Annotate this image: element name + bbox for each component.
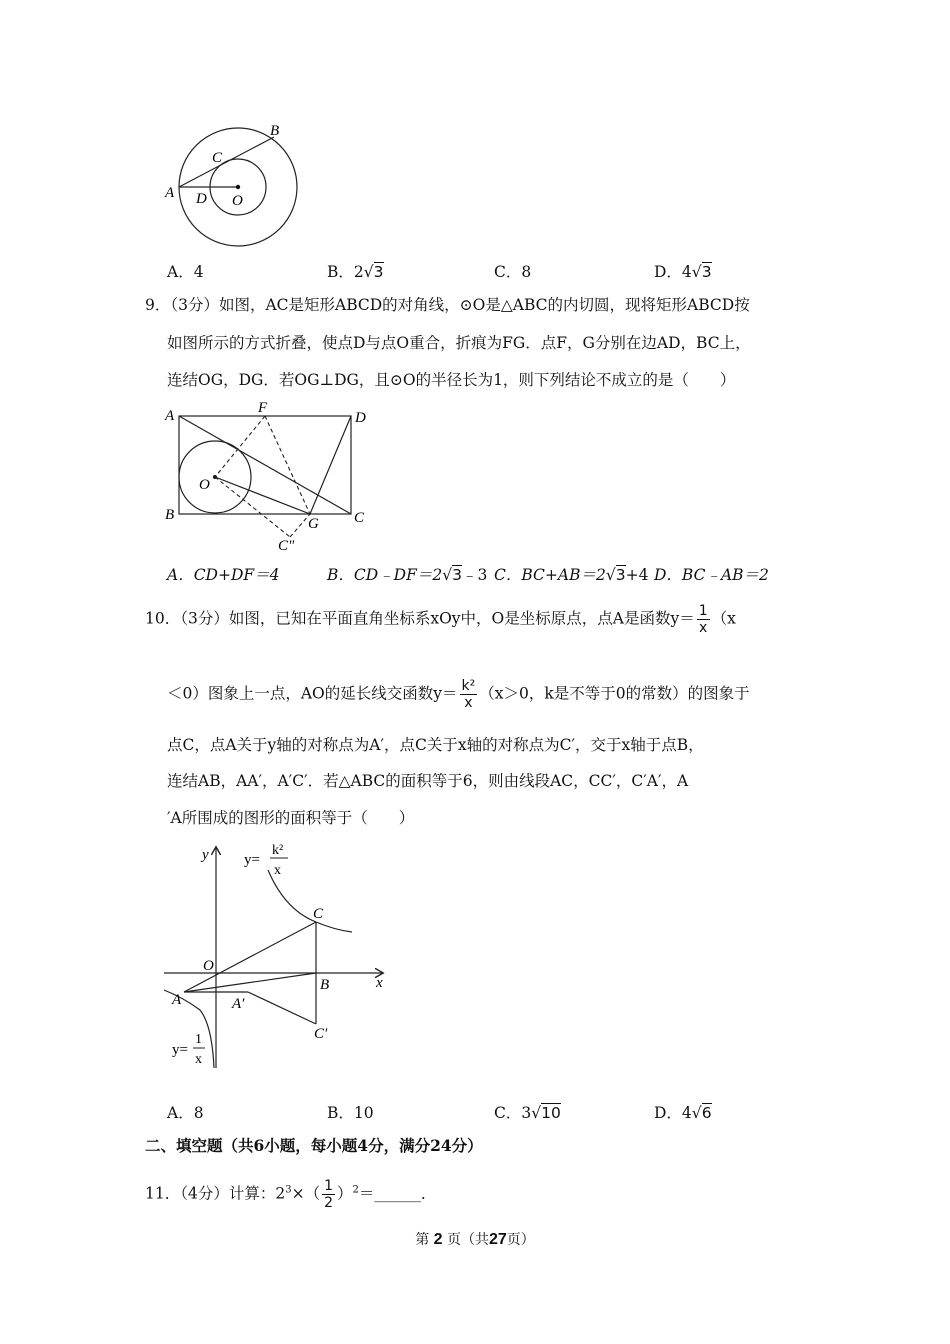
q10-line-4: 连结AB，AA′，A′C′．若△ABC的面积等于6，则由线段AC，CC′，C′A′，A <box>167 772 689 790</box>
q10-line-5: ′A所围成的图形的面积等于（ ） <box>167 809 415 827</box>
label-a: A <box>165 185 175 201</box>
segment-a2c2 <box>248 992 316 1024</box>
fraction-one-half <box>322 1178 335 1211</box>
label-a-prime: A′ <box>232 996 245 1012</box>
label-y: y <box>202 847 209 863</box>
numerator: 1 <box>324 1178 333 1194</box>
fold-oc2 <box>215 477 290 537</box>
option-suffix: +4 <box>625 566 649 584</box>
q9-option-a[interactable] <box>167 563 280 585</box>
q9-line-2: 如图所示的方式折叠，使点D与点O重合，折痕为FG．点F，G分别在边AD，BC上， <box>167 334 751 352</box>
q8-option-d[interactable] <box>654 260 712 282</box>
label-c-prime: C′ <box>314 1026 328 1042</box>
sqrt-sign: √ <box>605 566 616 584</box>
fold-c2g <box>290 514 310 537</box>
formula-1x-lhs: y= <box>172 1042 188 1058</box>
label-c-double-prime: C" <box>278 538 295 554</box>
sqrt-sign: √ <box>363 263 374 281</box>
option-text: C．BC+AB＝2 <box>494 566 606 584</box>
option-text: C．8 <box>494 263 532 281</box>
option-text: D．4 <box>654 1104 692 1122</box>
q10-text: ＜0）图象上一点，AO的延长线交函数y＝ <box>167 684 458 703</box>
footer-mid: 页（共 <box>447 1232 489 1248</box>
q10-text: （x <box>711 609 736 628</box>
radicand: 3 <box>373 263 384 281</box>
option-text: A．CD+DF＝4 <box>167 566 280 584</box>
q10-option-d[interactable] <box>654 1101 712 1123</box>
q11-prefix: 11．（4分）计算：2 <box>145 1184 286 1203</box>
q10-text: （x＞0，k是不等于0的常数）的图象于 <box>479 684 750 703</box>
denominator: x <box>699 620 708 636</box>
option-suffix: ﹣3 <box>462 566 488 584</box>
footer-post: 页） <box>506 1232 535 1248</box>
option-text: B．10 <box>327 1104 374 1122</box>
radicand: 10 <box>541 1104 561 1122</box>
q10-option-c[interactable] <box>494 1101 561 1123</box>
q10-line-3: 点C，点A关于y轴的对称点为A′，点C关于x轴的对称点为C′，交于x轴于点B， <box>167 736 704 754</box>
label-x: x <box>376 975 383 991</box>
formula-k2-den: x <box>274 863 281 878</box>
sqrt-sign: √ <box>531 1104 542 1122</box>
label-o: O <box>232 193 243 209</box>
label-c: C <box>313 906 324 922</box>
label-b: B <box>270 123 280 139</box>
segment-ab <box>184 973 316 992</box>
label-d: D <box>355 410 366 426</box>
q11-after: ） <box>337 1184 353 1203</box>
footer-pre: 第 <box>415 1232 430 1248</box>
radicand: 3 <box>615 566 626 584</box>
fraction-k2-over-x <box>460 678 478 711</box>
label-b: B <box>320 977 330 993</box>
q10-option-b[interactable] <box>327 1101 374 1123</box>
label-o: O <box>199 477 210 493</box>
figure-q10-graph <box>160 840 400 1080</box>
radicand: 6 <box>701 1104 712 1122</box>
segment-ac <box>184 922 316 992</box>
label-b: B <box>165 507 175 523</box>
numerator: k² <box>461 678 476 694</box>
radicand: 3 <box>452 566 462 584</box>
label-d: D <box>196 191 207 207</box>
formula-k2-num: k² <box>272 843 284 858</box>
q9-option-b[interactable] <box>327 563 487 585</box>
sqrt-sign: √ <box>691 263 702 281</box>
chord-ab <box>179 137 274 187</box>
diagonal-ac <box>179 416 351 514</box>
label-g: G <box>308 516 319 532</box>
q11-exponent: 3 <box>285 1184 292 1196</box>
radicand: 3 <box>701 263 712 281</box>
q10-text: 10．（3分）如图，已知在平面直角坐标系xOy中，O是坐标原点，点A是函数y＝ <box>145 609 695 628</box>
formula-1x-num: 1 <box>195 1032 202 1047</box>
q9-option-c[interactable] <box>494 563 648 585</box>
q8-option-c[interactable] <box>494 260 531 282</box>
curve-k2-over-x <box>268 870 352 932</box>
sqrt-sign: √ <box>691 1104 702 1122</box>
q11-mid: ×（ <box>291 1184 321 1203</box>
q10-line-2 <box>167 678 750 711</box>
option-text: A．4 <box>167 263 204 281</box>
label-f: F <box>258 400 268 416</box>
q11-line <box>145 1178 436 1211</box>
label-c: C <box>354 510 365 526</box>
formula-1x-den: x <box>195 1052 202 1067</box>
q10-option-a[interactable] <box>167 1101 204 1123</box>
figure-q9-rectangle <box>160 398 380 558</box>
option-text: B．CD﹣DF＝2 <box>327 566 443 584</box>
label-a: A <box>172 992 182 1008</box>
label-a: A <box>165 408 175 424</box>
segment-dg <box>310 416 351 514</box>
page-footer <box>0 1229 950 1249</box>
formula-k2-lhs: y= <box>244 852 260 868</box>
option-text: D．4 <box>654 263 692 281</box>
section-heading-fill-in: 二、填空题（共6小题，每小题4分，满分24分） <box>145 1136 483 1155</box>
sqrt-sign: √ <box>442 566 453 584</box>
footer-total-pages: 27 <box>489 1231 507 1248</box>
option-text: A．8 <box>167 1104 204 1122</box>
q11-answer-blank[interactable]: ＝______． <box>358 1184 437 1203</box>
option-text: C．3 <box>494 1104 532 1122</box>
fold-fo <box>215 416 265 477</box>
q9-option-d[interactable] <box>654 563 769 585</box>
denominator: x <box>464 695 473 711</box>
footer-page-number: 2 <box>433 1231 443 1248</box>
q9-line-1: 9．（3分）如图，AC是矩形ABCD的对角线，⊙O是△ABC的内切圆，现将矩形ABCD按 <box>145 296 750 314</box>
option-text: B．2 <box>327 263 364 281</box>
figure-q8-circles <box>160 115 310 255</box>
q11-exponent-2: 2 <box>352 1184 359 1196</box>
center-dot <box>236 185 240 189</box>
label-c: C <box>212 150 223 166</box>
q8-option-a[interactable] <box>167 260 204 282</box>
fraction-1-over-x <box>697 603 710 636</box>
option-text: D．BC﹣AB＝2 <box>654 566 769 584</box>
q8-option-b[interactable] <box>327 260 384 282</box>
q10-line-1 <box>145 603 736 636</box>
label-o: O <box>203 958 214 974</box>
numerator: 1 <box>698 603 708 619</box>
denominator: 2 <box>324 1195 333 1211</box>
q9-line-3: 连结OG，DG．若OG⊥DG，且⊙O的半径长为1，则下列结论不成立的是（ ） <box>167 371 736 389</box>
